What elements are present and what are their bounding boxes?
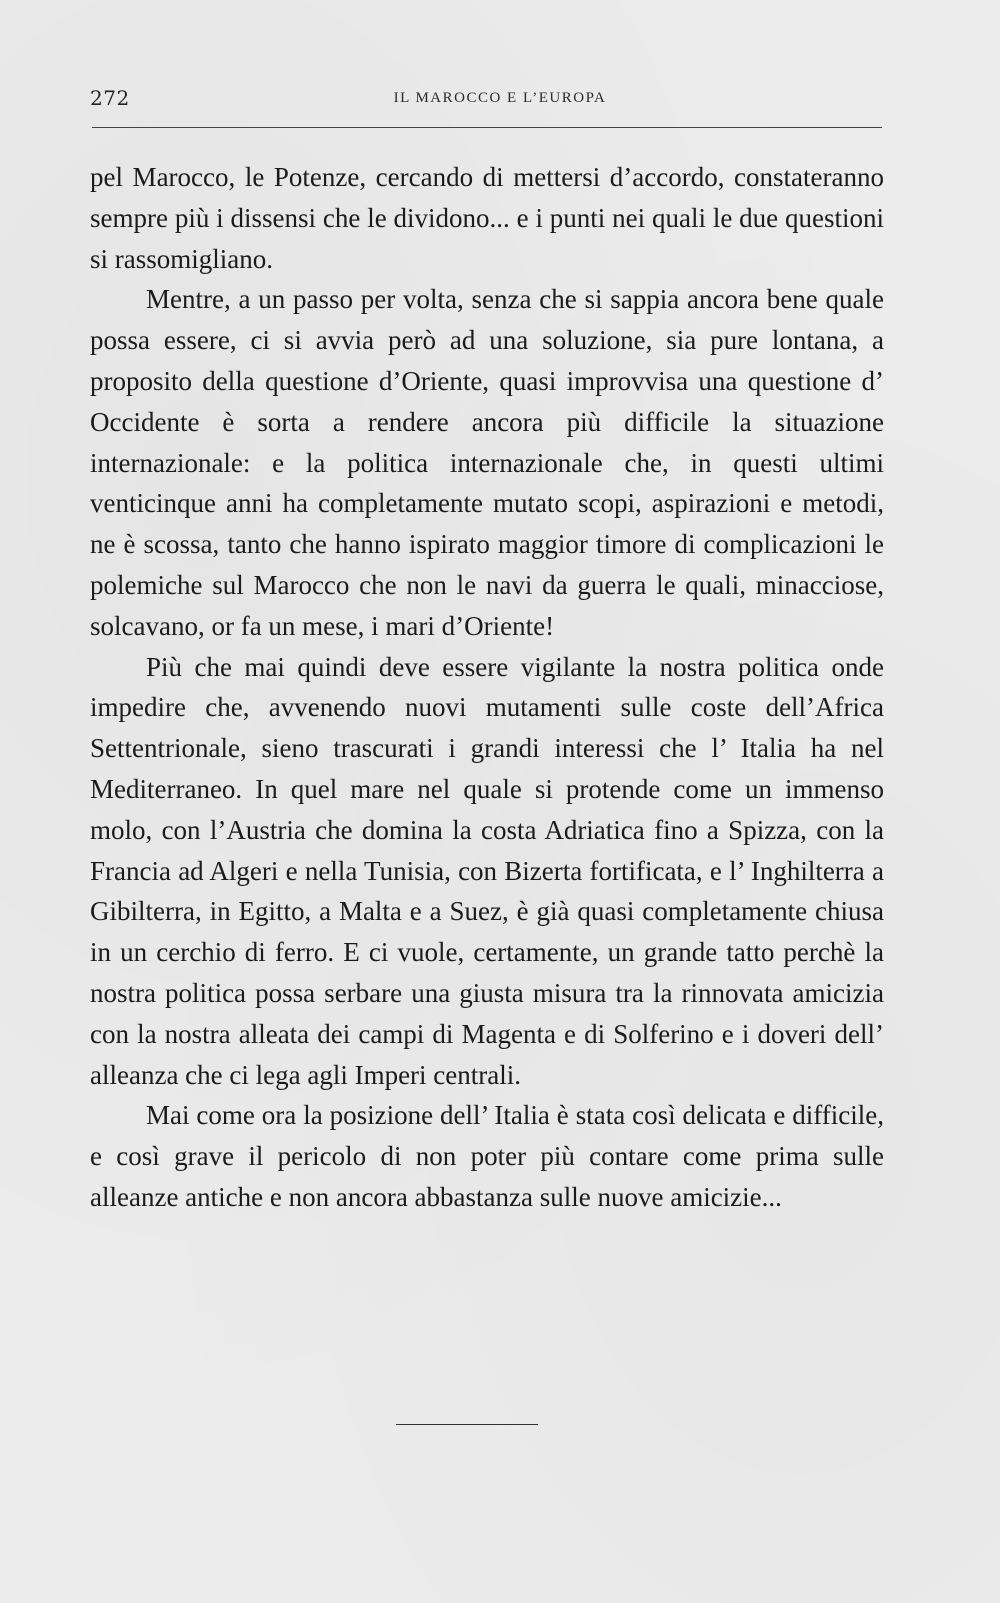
paragraph: Più che mai quindi deve essere vigilante la nostra politica onde impedire che, avvenendo nuovi mutamenti sulle coste dell’Africa Settentrionale, sieno trascurati i grandi interessi che l’ Italia ha nel Mediterraneo. In quel mare nel quale si protende come un immenso molo, con l’Austria che domina la costa Adriatica fino a Spizza, con la Francia ad Algeri e nella Tunisia, con Bizerta fortificata, e l’ Inghilterra a Gibilterra, in Egitto, a Malta e a Suez, è già quasi completamente chiusa in un cerchio di ferro. E ci vuole, certamente, un grande tatto perchè la nostra politica possa serbare una giusta misura tra la rinnovata amicizia con la nostra alleata dei campi di Magenta e di Solferino e i doveri dell’ alleanza che ci lega agli Imperi centrali. (90, 651, 884, 1090)
running-head: IL MAROCCO E L’EUROPA (393, 90, 607, 106)
paragraph: Mai come ora la posizione dell’ Italia è stata così delicata e difficile, e così grave il pericolo di non poter più contare come prima sulle alleanze antiche e non ancora abbastanza sulle nuove amicizie... (90, 1100, 884, 1212)
paragraph: Mentre, a un passo per volta, senza che si sappia ancora bene quale possa essere, ci si avvia però ad una soluzione, sia pure lontana, a proposito della questione d’Oriente, quasi improvvisa una questione d’ Occidente è sorta a rendere ancora più difficile la situazione internazionale: e la politica internazionale che, in questi ultimi venticinque anni ha completamente mutato scopi, aspirazioni e metodi, ne è scossa, tanto che hanno ispirato maggior timore di complicazioni le polemiche sul Marocco che non le navi da guerra le quali, minacciose, solcavano, or fa un mese, i mari d’Oriente! (90, 284, 884, 641)
closing-rule (396, 1424, 538, 1425)
page-number: 272 (90, 86, 130, 110)
header-rule (92, 127, 882, 128)
paragraph-continuation: pel Marocco, le Potenze, cercando di mettersi d’accordo, constateranno sempre più i dissensi che le dividono... e i punti nei quali le due questioni si rassomigliano. (90, 162, 884, 274)
body-text (90, 157, 884, 1218)
